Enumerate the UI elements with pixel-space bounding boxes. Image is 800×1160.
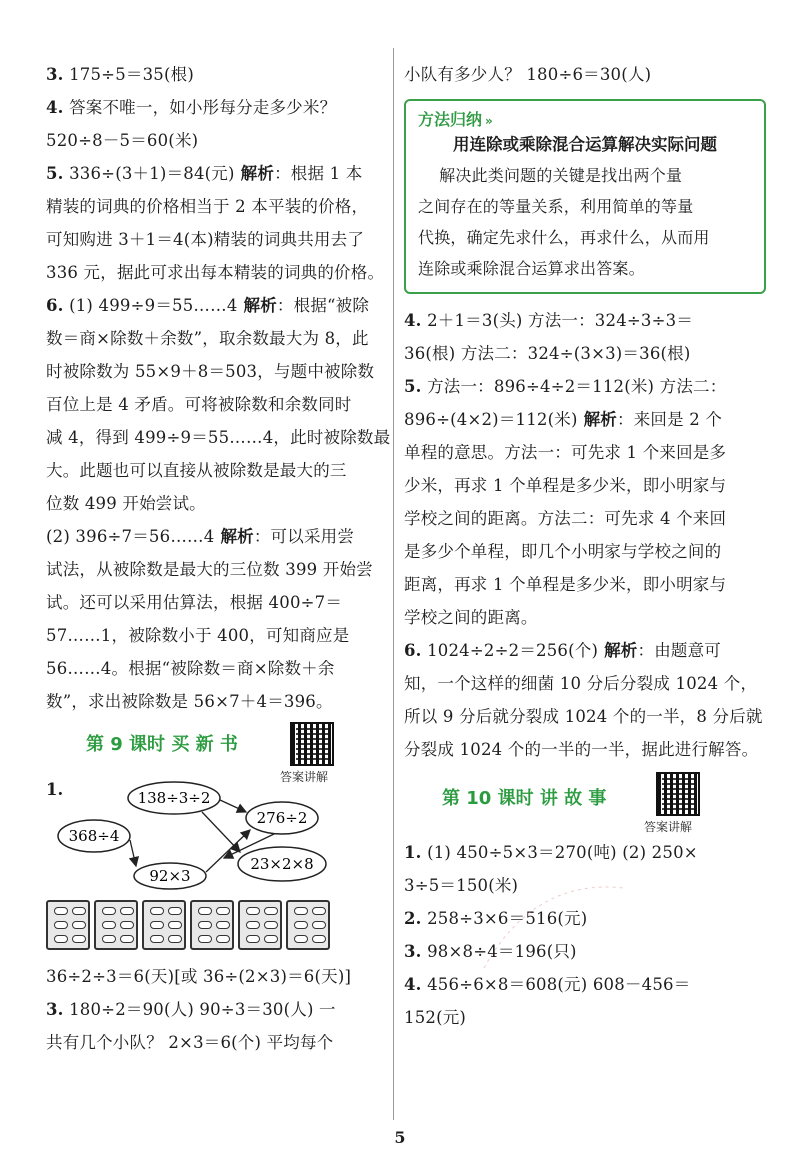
answer-line bbox=[46, 454, 386, 487]
egg-tray bbox=[46, 900, 90, 950]
answer-line bbox=[404, 634, 766, 667]
answer-text: 减 4，得到 499÷9＝55……4，此时被除数最 bbox=[46, 428, 391, 447]
matching-diagram bbox=[46, 780, 386, 890]
answer-text: 知，一个这样的细菌 10 分后分裂成 1024 个， bbox=[404, 674, 758, 693]
answer-text: 位数 499 开始尝试。 bbox=[46, 494, 206, 513]
page-number: 5 bbox=[394, 1128, 406, 1147]
answer-text: 2＋1＝3(头) 方法一：324÷3÷3＝ bbox=[421, 311, 694, 330]
answer-line: 小队有多少人？ 180÷6＝30(人) bbox=[404, 65, 652, 84]
answer-line bbox=[46, 421, 391, 454]
answer-text: 试法，从被除数是最大的三位数 399 开始尝 bbox=[46, 560, 373, 579]
question-number: 2. bbox=[404, 909, 422, 928]
analysis-label: 解析 bbox=[220, 527, 254, 546]
answer-text: 所以 9 分后就分裂成 1024 个的一半，8 分后就 bbox=[404, 707, 763, 726]
answer-line bbox=[404, 436, 766, 469]
answer-line bbox=[46, 355, 386, 388]
answer-text: 学校之间的距离。 bbox=[404, 608, 538, 627]
answer-text: 180÷2＝90(人) 90÷3＝30(人) 一 bbox=[63, 1000, 336, 1019]
answer-text: 精装的词典的价格相当于 2 本平装的价格， bbox=[46, 197, 369, 216]
analysis-label: 解析 bbox=[240, 164, 275, 183]
left-column bbox=[46, 58, 391, 1059]
answer-line bbox=[404, 403, 766, 436]
answer-text: 数＝商×除数＋余数”，取余数最大为 8，此 bbox=[46, 329, 369, 348]
question-number: 1. bbox=[404, 843, 422, 862]
answer-line bbox=[46, 322, 386, 355]
answer-line bbox=[404, 535, 766, 568]
egg-tray bbox=[142, 900, 186, 950]
qr-caption: 答案讲解 bbox=[644, 820, 693, 834]
qr-code-icon[interactable] bbox=[290, 722, 334, 766]
answer-text: 258÷3×6＝516(元) bbox=[421, 909, 588, 928]
question-number: 4. bbox=[404, 975, 422, 994]
question-number: 4. bbox=[46, 98, 64, 117]
answer-line bbox=[404, 1001, 766, 1034]
method-line: 代换，确定先求什么，再求什么，从而用 bbox=[418, 228, 710, 247]
answer-line bbox=[404, 568, 766, 601]
method-tag bbox=[418, 107, 752, 130]
diagram-left-text: 368÷4 bbox=[68, 827, 120, 845]
answer-text: 152(元) bbox=[404, 1008, 467, 1027]
answer-text: 学校之间的距离。方法二：可先求 4 个来回 bbox=[404, 509, 727, 528]
answer-text: 36÷2÷3＝6(天)[或 36÷(2×3)＝6(天)] bbox=[46, 967, 352, 986]
diagram-bottom-text: 92×3 bbox=[149, 867, 191, 885]
answer-text: 百位上是 4 矛盾。可将被除数和余数同时 bbox=[46, 395, 352, 414]
answer-line bbox=[46, 960, 386, 993]
answer-text: 少米，再求 1 个单程是多少米，即小明家与 bbox=[404, 476, 727, 495]
analysis-text: ：可以采用尝 bbox=[253, 527, 355, 546]
method-title: 用连除或乘除混合运算解决实际问题 bbox=[453, 135, 717, 154]
answer-text: 3÷5＝150(米) bbox=[404, 876, 519, 895]
qr-code-icon[interactable] bbox=[656, 772, 700, 816]
question-number: 3. bbox=[404, 942, 422, 961]
diagram-top-text: 138÷3÷2 bbox=[137, 789, 211, 807]
lesson-10-header bbox=[404, 770, 766, 834]
answer-line bbox=[46, 157, 386, 190]
answer-text: 336 元，据此可求出每本精装的词典的价格。 bbox=[46, 263, 385, 282]
method-line: 解决此类问题的关键是找出两个量 bbox=[418, 166, 683, 185]
left-answer-lines-after bbox=[46, 960, 386, 1059]
answer-text: 1024÷2÷2＝256(个) bbox=[421, 641, 599, 660]
qr-caption: 答案讲解 bbox=[280, 770, 329, 784]
answer-text: 56……4。根据“被除数＝商×除数＋余 bbox=[46, 659, 335, 678]
analysis-label: 解析 bbox=[604, 641, 638, 660]
answer-line bbox=[404, 502, 766, 535]
answer-text: 方法一：896÷4÷2＝112(米) 方法二： bbox=[421, 377, 727, 396]
answer-line bbox=[46, 993, 386, 1026]
question-number: 3. bbox=[46, 1000, 64, 1019]
lesson-10-title: 第 10 课时 讲 故 事 bbox=[442, 788, 607, 809]
watermark-stamp bbox=[474, 858, 644, 978]
answer-line bbox=[46, 487, 386, 520]
answer-line bbox=[46, 190, 386, 223]
question-number: 5. bbox=[46, 164, 64, 183]
answer-line bbox=[46, 223, 386, 256]
lesson-9-header bbox=[46, 722, 386, 784]
answer-text: 试。还可以采用估算法，根据 400÷7＝ bbox=[46, 593, 343, 612]
answer-line bbox=[46, 652, 386, 685]
answer-text: 896÷(4×2)＝112(米) bbox=[404, 410, 578, 429]
answer-text: (1) 499÷9＝55……4 bbox=[63, 296, 238, 315]
analysis-label: 解析 bbox=[243, 296, 277, 315]
method-body bbox=[418, 160, 752, 284]
answer-text: (2) 396÷7＝56……4 bbox=[46, 527, 215, 546]
analysis-text: ：根据 1 本 bbox=[274, 164, 363, 183]
right-answer-lines bbox=[404, 304, 766, 766]
answer-line bbox=[404, 469, 766, 502]
analysis-text: ：来回是 2 个 bbox=[617, 410, 723, 429]
egg-tray-illustration bbox=[46, 900, 386, 960]
answer-text: 57……1，被除数小于 400，可知商应是 bbox=[46, 626, 350, 645]
egg-tray bbox=[286, 900, 330, 950]
question-number: 5. bbox=[404, 377, 422, 396]
answer-text: 可知购进 3＋1＝4(本)精装的词典共用去了 bbox=[46, 230, 365, 249]
diagram-right-top-text: 276÷2 bbox=[256, 809, 308, 827]
answer-text: 36(根) 方法二：324÷(3×3)＝36(根) bbox=[404, 344, 691, 363]
answer-line bbox=[46, 256, 386, 289]
answer-line bbox=[46, 289, 386, 322]
double-chevron-icon: » bbox=[485, 114, 493, 128]
answer-line bbox=[46, 91, 386, 124]
egg-tray bbox=[238, 900, 282, 950]
answer-text: 520÷8－5＝60(米) bbox=[46, 131, 199, 150]
question-number: 1. bbox=[46, 780, 64, 799]
answer-text: 是多少个单程，即几个小明家与学校之间的 bbox=[404, 542, 722, 561]
analysis-text: ：根据“被除 bbox=[276, 296, 370, 315]
answer-text: 共有几个小队？ 2×3＝6(个) 平均每个 bbox=[46, 1033, 334, 1052]
answer-line bbox=[46, 388, 386, 421]
method-tag-label: 方法归纳 bbox=[418, 110, 483, 129]
answer-text: 456÷6×8＝608(元) 608－456＝ bbox=[421, 975, 691, 994]
lesson-9-title: 第 9 课时 买 新 书 bbox=[86, 734, 238, 755]
diagram-svg bbox=[46, 780, 386, 890]
question-number: 4. bbox=[404, 311, 422, 330]
question-number: 3. bbox=[46, 65, 64, 84]
answer-text: 175÷5＝35(根) bbox=[63, 65, 194, 84]
answer-line bbox=[46, 1026, 386, 1059]
answer-text: (1) 450÷5×3＝270(吨) (2) 250× bbox=[421, 843, 698, 862]
egg-tray bbox=[94, 900, 138, 950]
answer-line bbox=[404, 304, 766, 337]
answer-text: 336÷(3＋1)＝84(元) bbox=[63, 164, 235, 183]
answer-text: 答案不唯一，如小彤每分走多少米？ bbox=[63, 98, 337, 117]
answer-line bbox=[46, 58, 386, 91]
answer-line bbox=[404, 370, 766, 403]
question-number: 6. bbox=[46, 296, 64, 315]
answer-text: 分裂成 1024 个的一半的一半，据此进行解答。 bbox=[404, 740, 759, 759]
answer-line bbox=[46, 619, 386, 652]
answer-text: 单程的意思。方法一：可先求 1 个来回是多 bbox=[404, 443, 727, 462]
left-answer-lines bbox=[46, 58, 391, 718]
answer-line bbox=[46, 520, 386, 553]
answer-text: 大。此题也可以直接从被除数是最大的三 bbox=[46, 461, 347, 480]
answer-text: 时被除数为 55×9＋8＝503，与题中被除数 bbox=[46, 362, 375, 381]
answer-text: 数”，求出被除数是 56×7＋4＝396。 bbox=[46, 692, 333, 711]
answer-text: 距离，再求 1 个单程是多少米，即小明家与 bbox=[404, 575, 727, 594]
column-divider bbox=[393, 48, 394, 1120]
analysis-label: 解析 bbox=[583, 410, 617, 429]
answer-line bbox=[404, 601, 766, 634]
answer-line bbox=[46, 124, 386, 157]
answer-line bbox=[404, 700, 766, 733]
answer-line bbox=[46, 553, 386, 586]
answer-line bbox=[404, 667, 766, 700]
diagram-right-bottom-text: 23×2×8 bbox=[250, 855, 314, 873]
answer-line bbox=[46, 586, 386, 619]
analysis-text: ：由题意可 bbox=[637, 641, 721, 660]
method-line: 之间存在的等量关系，利用简单的等量 bbox=[418, 197, 694, 216]
answer-line bbox=[46, 685, 386, 718]
egg-tray bbox=[190, 900, 234, 950]
answer-text: 98×8÷4＝196(只) bbox=[421, 942, 577, 961]
method-summary-box bbox=[404, 99, 766, 294]
answer-line bbox=[404, 337, 766, 370]
answer-line bbox=[404, 733, 766, 766]
question-number: 6. bbox=[404, 641, 422, 660]
method-line: 连除或乘除混合运算求出答案。 bbox=[418, 259, 645, 278]
